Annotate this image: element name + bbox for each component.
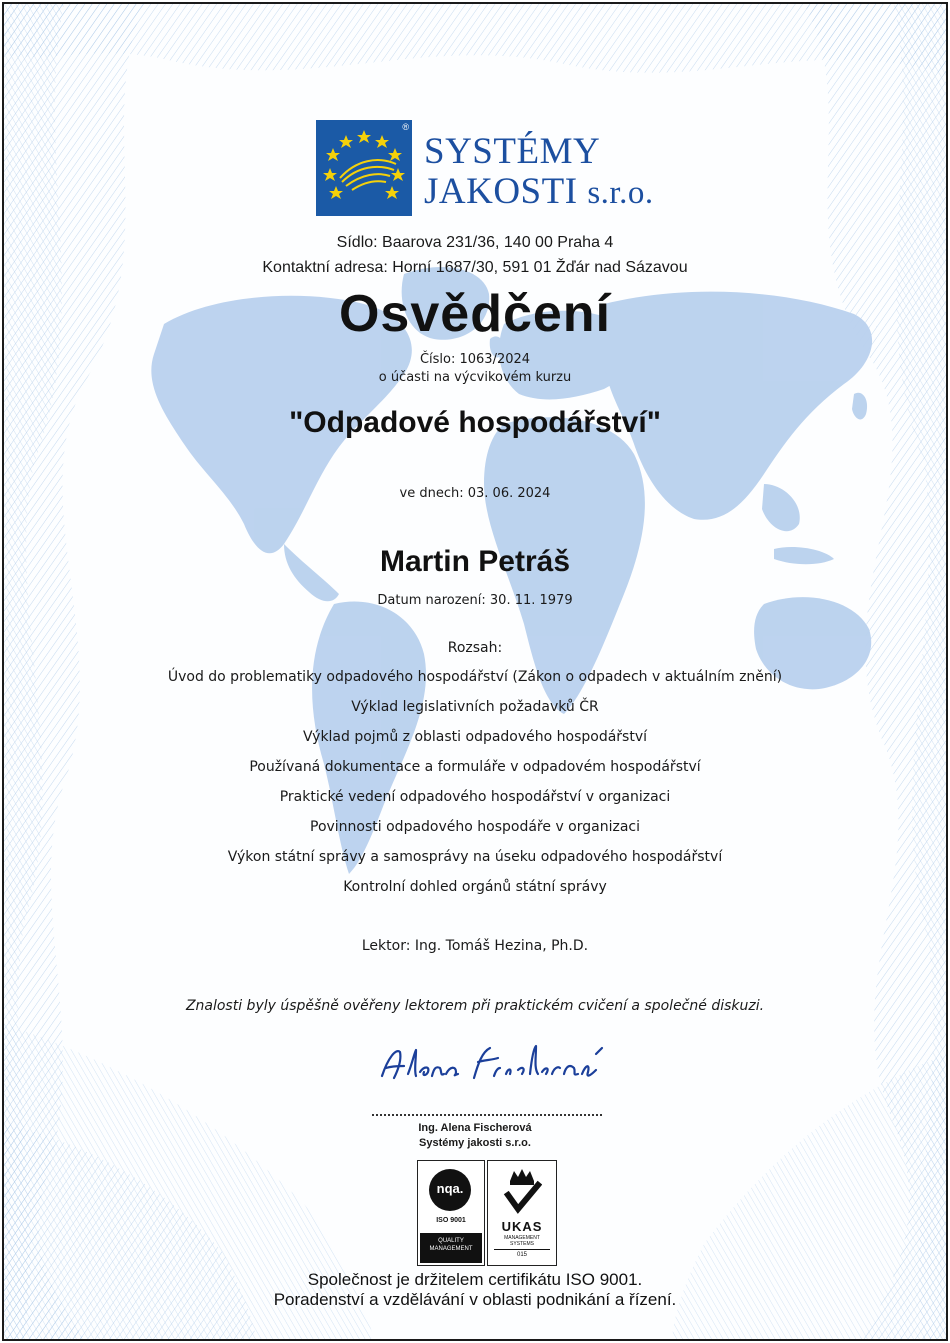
certificate-subtitle: o účasti na výcvikovém kurzu <box>378 370 572 385</box>
eu-stars-icon <box>316 120 412 216</box>
company-seat: Sídlo: Baarova 231/36, 140 00 Praha 4 <box>336 234 614 251</box>
nqa-iso-badge <box>417 1160 485 1266</box>
lecturer: Lektor: Ing. Tomáš Hezina, Ph.D. <box>361 938 589 954</box>
company-logo <box>316 120 666 218</box>
birth-date: Datum narození: 30. 11. 1979 <box>377 593 573 608</box>
participant-name: Martin Petráš <box>379 545 571 578</box>
handwritten-signature <box>374 1034 614 1094</box>
ukas-caption-1: MANAGEMENT <box>504 1235 540 1241</box>
ukas-badge <box>487 1160 557 1266</box>
nqa-standard: ISO 9001 <box>436 1217 466 1224</box>
scope-item: Kontrolní dohled orgánů státní správy <box>343 879 607 895</box>
scope-item: Výklad legislativních požadavků ČR <box>351 699 599 715</box>
logo-emblem <box>316 120 412 216</box>
company-name-line2: JAKOSTI s.r.o. <box>424 171 654 212</box>
nqa-caption-2: MANAGEMENT <box>429 1246 473 1252</box>
scope-item: Povinnosti odpadového hospodáře v organizaci <box>310 819 640 835</box>
scope-item: Výkon státní správy a samosprávy na úseku odpadového hospodářství <box>227 849 723 865</box>
signature-line <box>372 1114 602 1116</box>
company-name <box>424 132 654 213</box>
ukas-name: UKAS <box>501 1219 543 1234</box>
company-suffix: s.r.o. <box>587 175 654 211</box>
certificate-frame <box>2 2 948 1341</box>
footer-line-2: Poradenství a vzdělávání v oblasti podnikání a řízení. <box>273 1290 677 1309</box>
signer-company: Systémy jakosti s.r.o. <box>419 1137 531 1149</box>
scope-item: Úvod do problematiky odpadového hospodářství (Zákon o odpadech v aktuálním znění) <box>167 669 783 685</box>
certificate-number: Číslo: 1063/2024 <box>419 352 531 367</box>
scope-item: Výklad pojmů z oblasti odpadového hospodářství <box>302 729 648 745</box>
certificate-title: Osvědčení <box>338 285 612 343</box>
nqa-logo-text: nqa. <box>436 1181 464 1196</box>
scope-item: Používaná dokumentace a formuláře v odpadovém hospodářství <box>249 759 701 775</box>
ukas-divider <box>494 1249 550 1250</box>
verification-note: Znalosti byly úspěšně ověřeny lektorem při praktickém cvičení a společné diskuzi. <box>185 998 765 1014</box>
signer-name: Ing. Alena Fischerová <box>418 1122 532 1134</box>
scope-label: Rozsah: <box>447 640 503 656</box>
registered-mark: ® <box>402 122 409 132</box>
company-contact: Kontaktní adresa: Horní 1687/30, 591 01 Žďár nad Sázavou <box>262 259 688 276</box>
nqa-caption-1: QUALITY <box>438 1238 464 1244</box>
ukas-number: 015 <box>516 1252 527 1258</box>
ukas-caption-2: SYSTEMS <box>510 1241 534 1247</box>
footer-line-1: Společnost je držitelem certifikátu ISO 9001. <box>307 1270 643 1289</box>
course-name: "Odpadové hospodářství" <box>289 406 661 439</box>
crown-tick-icon <box>502 1167 542 1215</box>
company-name-line1: SYSTÉMY <box>424 131 601 172</box>
course-dates: ve dnech: 03. 06. 2024 <box>399 486 551 501</box>
scope-item: Praktické vedení odpadového hospodářství v organizaci <box>279 789 671 805</box>
